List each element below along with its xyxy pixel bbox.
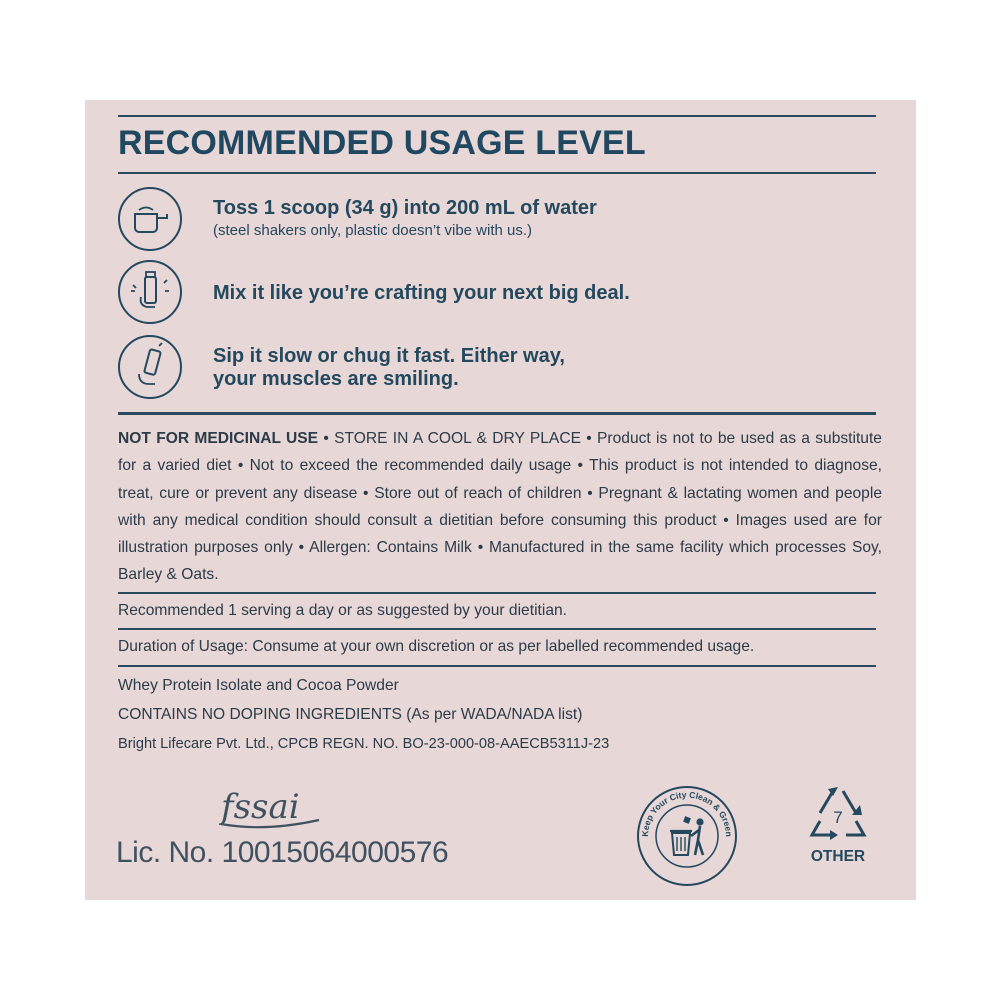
shaker-icon (117, 259, 183, 325)
recycle-label: OTHER (810, 848, 866, 865)
recycle-number: 7 (833, 808, 843, 827)
scoop-icon (117, 186, 183, 252)
fssai-license-number: Lic. No. 10015064000576 (116, 836, 449, 869)
steps-rule (118, 412, 876, 415)
step-2-text: Mix it like you’re crafting your next big deal. (213, 282, 630, 304)
heading-rule (118, 172, 876, 174)
section-heading: RECOMMENDED USAGE LEVEL (118, 124, 646, 162)
duration-rule (118, 665, 876, 667)
fssai-logo (215, 786, 325, 832)
manufacturer-text: Bright Lifecare Pvt. Ltd., CPCB REGN. NO. BO-23-000-08-AAECB5311J-23 (118, 736, 610, 752)
drink-icon (117, 334, 183, 400)
doping-text: CONTAINS NO DOPING INGREDIENTS (As per WADA/NADA list) (118, 706, 583, 723)
recycle-triangle-icon (800, 785, 876, 845)
duration-text: Duration of Usage: Consume at your own discretion or as per labelled recommended usage. (118, 638, 755, 655)
serving-text: Recommended 1 serving a day or as suggested by your dietitian. (118, 602, 568, 619)
serving-rule (118, 628, 876, 630)
disclaimer-text (118, 425, 882, 589)
disclaimer-bold: NOT FOR MEDICINAL USE (118, 430, 319, 447)
trash-bin-icon (670, 816, 704, 855)
disclaimer-rule (118, 592, 876, 594)
step-1-text: Toss 1 scoop (34 g) into 200 mL of water (213, 197, 597, 219)
keep-clean-badge (636, 785, 738, 887)
top-rule (118, 115, 876, 117)
step-3-text: Sip it slow or chug it fast. Either way, (213, 345, 565, 367)
step-3-text-line-2: your muscles are smiling. (213, 368, 459, 390)
disclaimer-body: • STORE IN A COOL & DRY PLACE • Product is not to be used as a substitute for a varied diet • Not to exceed the recommended daily usage • This product is not intended to diagnose, treat, cure or prevent any disease • Store out of reach of children • Pregnant & lactating women and people with any medical condition should consult a dietitian before consuming this product • Images used are for illustration purposes only • Allergen: Contains Milk • Manufactured in the same facility which processes Soy, Barley & Oats. (118, 430, 882, 584)
ingredients-text: Whey Protein Isolate and Cocoa Powder (118, 677, 399, 694)
svg-text:fssai: fssai (221, 787, 300, 827)
step-1-note: (steel shakers only, plastic doesn’t vibe with us.) (213, 222, 533, 239)
keep-clean-text: Keep Your City Clean & Green (639, 789, 735, 838)
